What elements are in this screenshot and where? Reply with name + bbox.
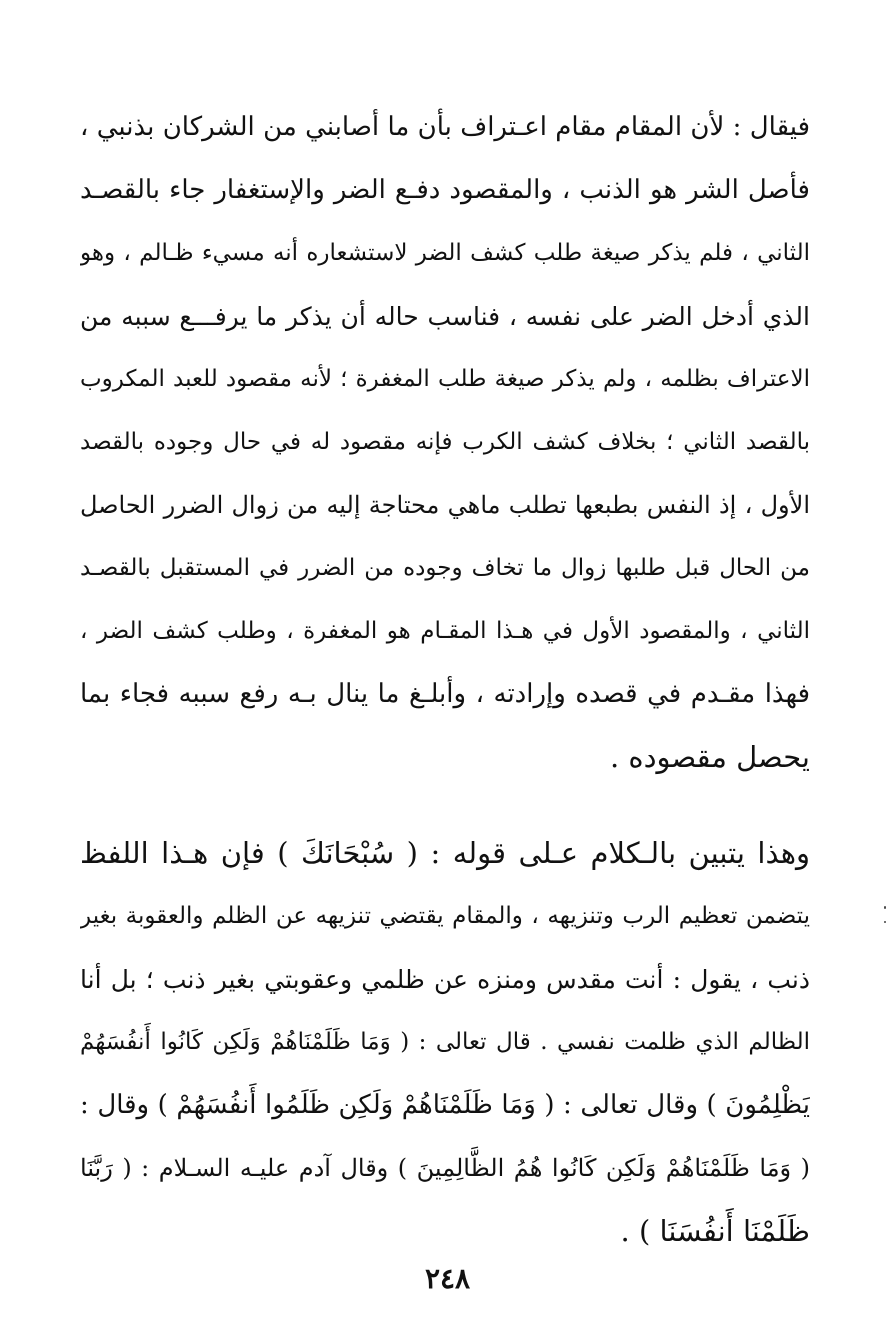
quran-verse-line: الظالم الذي ظلمت نفسي . قال تعالى : ( وَمَا ظَلَمْنَاهُمْ وَلَكِن كَانُوا أَنفُسَهُمْ	[80, 1029, 810, 1055]
scan-speck	[884, 921, 886, 923]
text-line: فهذا مقـدم في قصده وإرادته ، وأبلـغ ما ينال بـه رفع سببه فجاء بما	[80, 679, 810, 709]
text-line: الثاني ، فلم يذكر صيغة طلب كشف الضر لاستشعاره أنه مسيء ظـالم ، وهو	[80, 240, 810, 266]
text-line: من الحال قبل طلبها زوال ما تخاف وجوده من الضرر في المستقبل بالقصـد	[80, 555, 810, 581]
text-line: الذي أدخل الضر على نفسه ، فناسب حاله أن يذكر ما يرفـــع سببه من	[80, 302, 810, 331]
text-line: فأصل الشر هو الذنب ، والمقصود دفـع الضر والإستغفار جاء بالقصـد	[80, 175, 810, 205]
text-line: الثاني ، والمقصود الأول في هـذا المقـام هو المغفرة ، وطلب كشف الضر ،	[80, 618, 810, 644]
paragraph-2	[80, 822, 810, 1263]
text-line: يحصل مقصوده .	[610, 740, 810, 774]
text-line: الاعتراف بظلمه ، ولم يذكر صيغة طلب المغفرة ؛ لأنه مقصود للعبد المكروب	[80, 366, 810, 392]
text-line: ذنب ، يقول : أنت مقدس ومنزه عن ظلمي وعقوبتي بغير ذنب ؛ بل أنا	[80, 965, 810, 994]
text-line: يتضمن تعظيم الرب وتنزيهه ، والمقام يقتضي تنزيهه عن الظلم والعقوبة بغير	[80, 903, 810, 929]
quran-verse-line: يَظْلِمُونَ ) وقال تعالى : ( وَمَا ظَلَمْنَاهُمْ وَلَكِن ظَلَمُوا أَنفُسَهُمْ ) وقال :	[80, 1090, 810, 1120]
paragraph-1	[80, 96, 810, 789]
text-line: وهذا يتبين بالـكلام عـلى قوله : ( سُبْحَانَكَ ) فإن هـذا اللفظ	[80, 836, 810, 870]
text-line: بالقصد الثاني ؛ بخلاف كشف الكرب فإنه مقصود له في حال وجوده بالقصد	[80, 429, 810, 455]
quran-verse-line: ظَلَمْنَا أَنفُسَنَا ) .	[620, 1214, 810, 1248]
page-number: ٢٤٨	[424, 1262, 471, 1295]
scan-speck	[884, 906, 886, 909]
text-line: فيقال : لأن المقام مقام اعـتراف بأن ما أصابني من الشركان بذنبي ،	[80, 112, 810, 142]
quran-verse-line: ( وَمَا ظَلَمْنَاهُمْ وَلَكِن كَانُوا هُمُ الظَّالِمِينَ ) وقال آدم عليـه السـلام : ( رَبَّنَا	[80, 1154, 810, 1182]
text-line: الأول ، إذ النفس بطبعها تطلب ماهي محتاجة إليه من زوال الضرر الحاصل	[80, 491, 810, 519]
